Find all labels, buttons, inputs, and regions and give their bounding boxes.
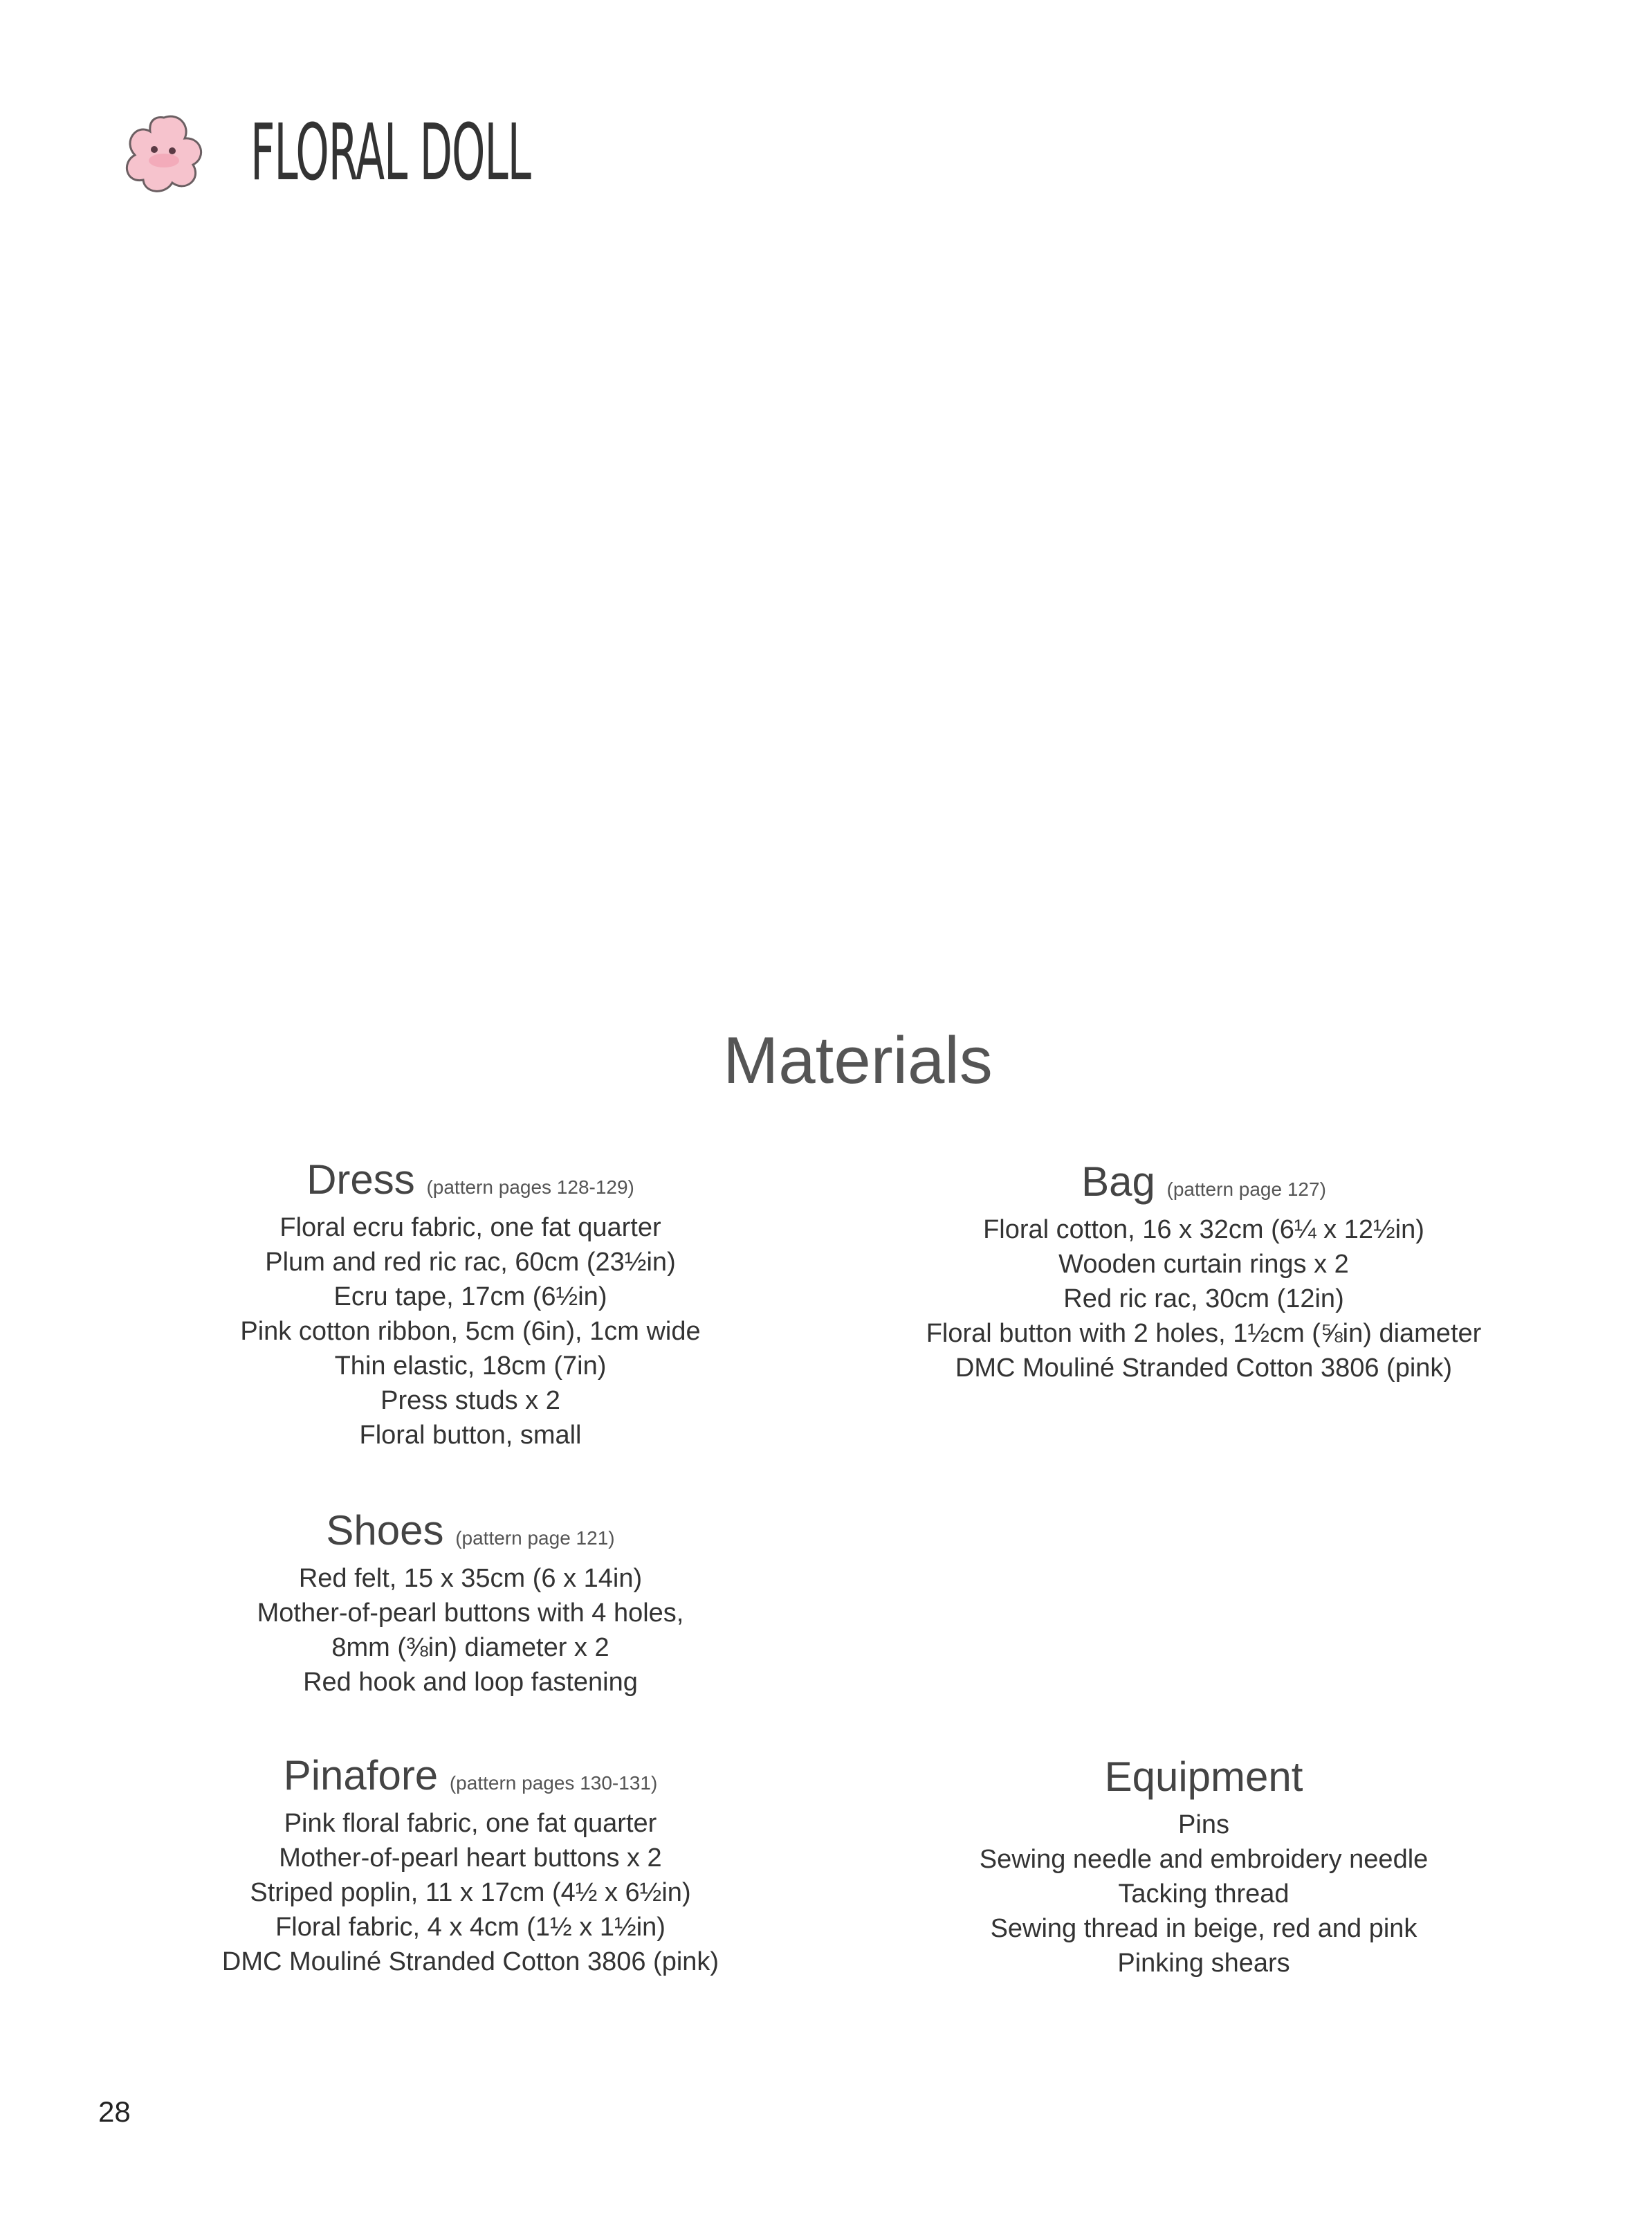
section-note: (pattern pages 130-131) — [449, 1772, 658, 1794]
list-item: Wooden curtain rings x 2 — [1058, 1250, 1349, 1279]
section-name: Shoes — [326, 1507, 444, 1554]
list-item: 8mm (⅜in) diameter x 2 — [331, 1633, 609, 1662]
list-item: Pink cotton ribbon, 5cm (6in), 1cm wide — [240, 1317, 701, 1346]
list-item: Red hook and loop fastening — [303, 1668, 638, 1697]
list-item: Sewing thread in beige, red and pink — [990, 1914, 1417, 1943]
section-name: Dress — [306, 1156, 415, 1203]
list-item: Pins — [1178, 1810, 1229, 1839]
list-item: Pink floral fabric, one fat quarter — [284, 1809, 657, 1838]
list-item: Floral fabric, 4 x 4cm (1½ x 1½in) — [275, 1913, 666, 1942]
section-name: Equipment — [1104, 1754, 1303, 1800]
section-name: Pinafore — [283, 1752, 439, 1798]
section-name: Bag — [1081, 1158, 1155, 1205]
list-item: Mother-of-pearl buttons with 4 holes, — [257, 1599, 684, 1628]
section-note: (pattern pages 128-129) — [426, 1176, 634, 1198]
list-item: Press studs x 2 — [380, 1386, 560, 1415]
section-shoes — [159, 1507, 782, 1700]
list-item: Mother-of-pearl heart buttons x 2 — [279, 1843, 662, 1873]
list-item: Pinking shears — [1117, 1949, 1290, 1978]
list-item: Ecru tape, 17cm (6½in) — [333, 1282, 607, 1311]
section-dress — [159, 1156, 782, 1452]
list-item: Striped poplin, 11 x 17cm (4½ x 6½in) — [250, 1878, 691, 1907]
list-item: Red felt, 15 x 35cm (6 x 14in) — [298, 1564, 643, 1593]
list-item: Red ric rac, 30cm (12in) — [1063, 1284, 1344, 1313]
section-equipment — [892, 1756, 1515, 1980]
section-bag — [892, 1158, 1515, 1385]
section-note: (pattern page 121) — [455, 1527, 615, 1549]
list-item: DMC Mouliné Stranded Cotton 3806 (pink) — [221, 1947, 719, 1976]
pink-flower-button-icon — [119, 109, 209, 196]
list-item: Floral button, small — [359, 1421, 582, 1450]
page-title: FLORAL DOLL — [250, 108, 531, 198]
list-item: Floral ecru fabric, one fat quarter — [279, 1213, 661, 1242]
list-item: Tacking thread — [1118, 1879, 1290, 1909]
list-item: Sewing needle and embroidery needle — [979, 1845, 1429, 1874]
list-item: Thin elastic, 18cm (7in) — [334, 1351, 607, 1381]
page-number: 28 — [98, 2095, 131, 2128]
list-item: Plum and red ric rac, 60cm (23½in) — [265, 1248, 676, 1277]
list-item: Floral button with 2 holes, 1½cm (⅝in) diameter — [926, 1319, 1482, 1348]
section-pinafore — [159, 1752, 782, 1979]
section-note: (pattern page 127) — [1166, 1178, 1326, 1200]
list-item: Floral cotton, 16 x 32cm (6¼ x 12½in) — [983, 1215, 1424, 1244]
list-item: DMC Mouliné Stranded Cotton 3806 (pink) — [955, 1354, 1453, 1383]
materials-heading: Materials — [723, 1023, 993, 1098]
